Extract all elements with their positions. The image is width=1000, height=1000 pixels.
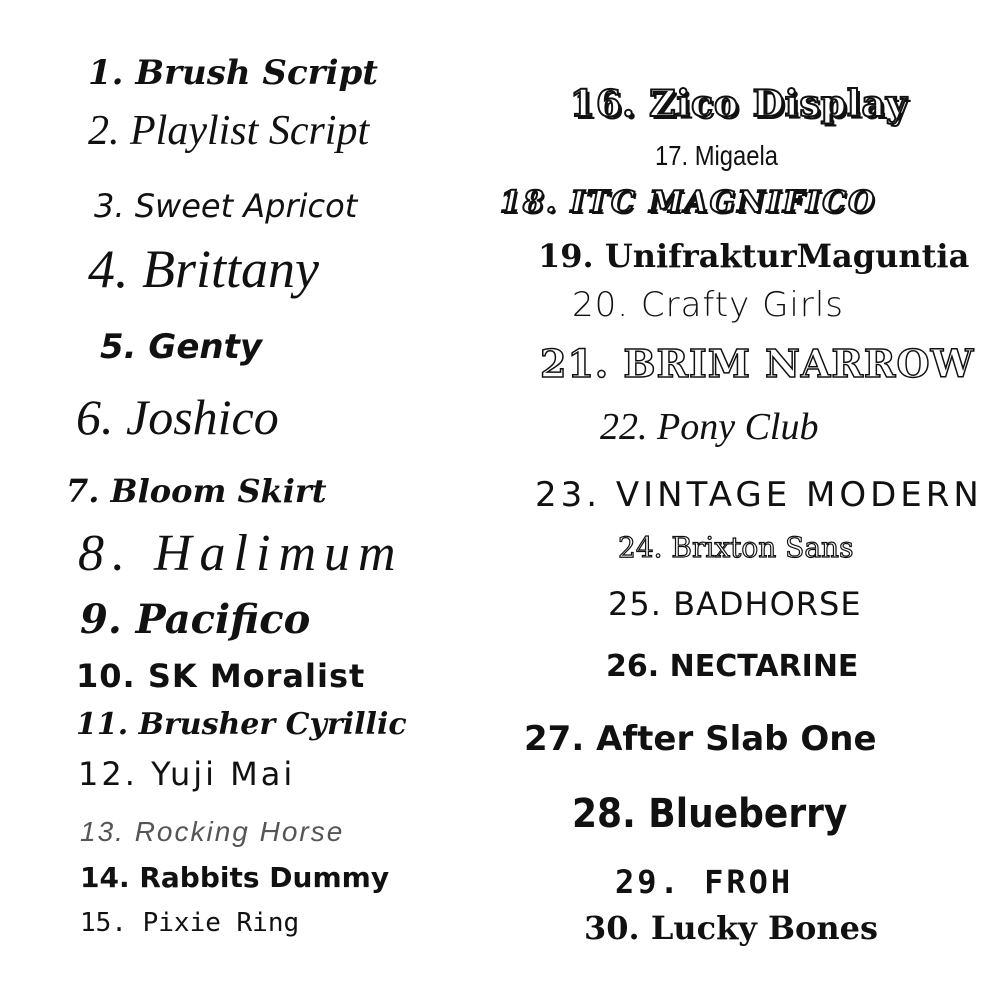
font-sample-pony-club: 22. Pony Club <box>600 406 819 448</box>
font-sample-brixton-sans: 24. Brixton Sans <box>618 531 854 564</box>
font-sample-bloom-skirt: 7. Bloom Skirt <box>66 472 327 510</box>
font-sample-vintage-modern: 23. VINTAGE MODERN <box>535 475 983 515</box>
font-sample-brim-narrow: 21. BRIM NARROW <box>540 341 975 386</box>
font-sample-sk-moralist: 10. SK Moralist <box>76 657 366 695</box>
font-sample-rocking-horse: 13. Rocking Horse <box>80 816 345 847</box>
font-sample-pixie-ring: 15. Pixie Ring <box>80 908 300 938</box>
font-sample-lucky-bones: 30. Lucky Bones <box>584 909 878 947</box>
font-sample-nectarine: 26. NECTARINE <box>606 649 859 684</box>
font-sample-joshico: 6. Joshico <box>76 389 279 445</box>
font-sample-playlist-script: 2. Playlist Script <box>88 108 370 154</box>
font-sample-rabbits-dummy: 14. Rabbits Dummy <box>80 861 390 894</box>
font-sample-crafty-girls: 20. Crafty Girls <box>572 285 844 325</box>
font-sample-brush-script: 1. Brush Script <box>88 53 378 93</box>
font-sample-after-slab-one: 27. After Slab One <box>524 719 877 759</box>
font-sample-genty: 5. Genty <box>100 327 262 367</box>
font-sample-zico-display: 16. Zico Display <box>570 83 908 125</box>
font-sample-blueberry: 28. Blueberry <box>572 791 848 837</box>
font-sample-migaela: 17. Migaela <box>655 140 779 171</box>
font-sample-halimum: 8. Halimum <box>78 525 404 582</box>
font-sample-pacifico: 9. Pacifico <box>80 596 311 643</box>
font-sample-brittany: 4. Brittany <box>88 239 319 299</box>
font-sample-badhorse: 25. BADHORSE <box>608 585 862 623</box>
font-sample-brusher-cyrillic: 11. Brusher Cyrillic <box>76 707 407 742</box>
font-sample-froh: 29. FROH <box>615 863 794 901</box>
font-sample-itc-magnifico: 18. ITC MAGNIFICO <box>500 185 877 220</box>
font-sample-yuji-mai: 12. Yuji Mai <box>78 755 296 793</box>
font-sample-sweet-apricot: 3. Sweet Apricot <box>94 187 358 225</box>
font-sample-unifraktur: 19. UnifrakturMaguntia <box>538 237 970 275</box>
